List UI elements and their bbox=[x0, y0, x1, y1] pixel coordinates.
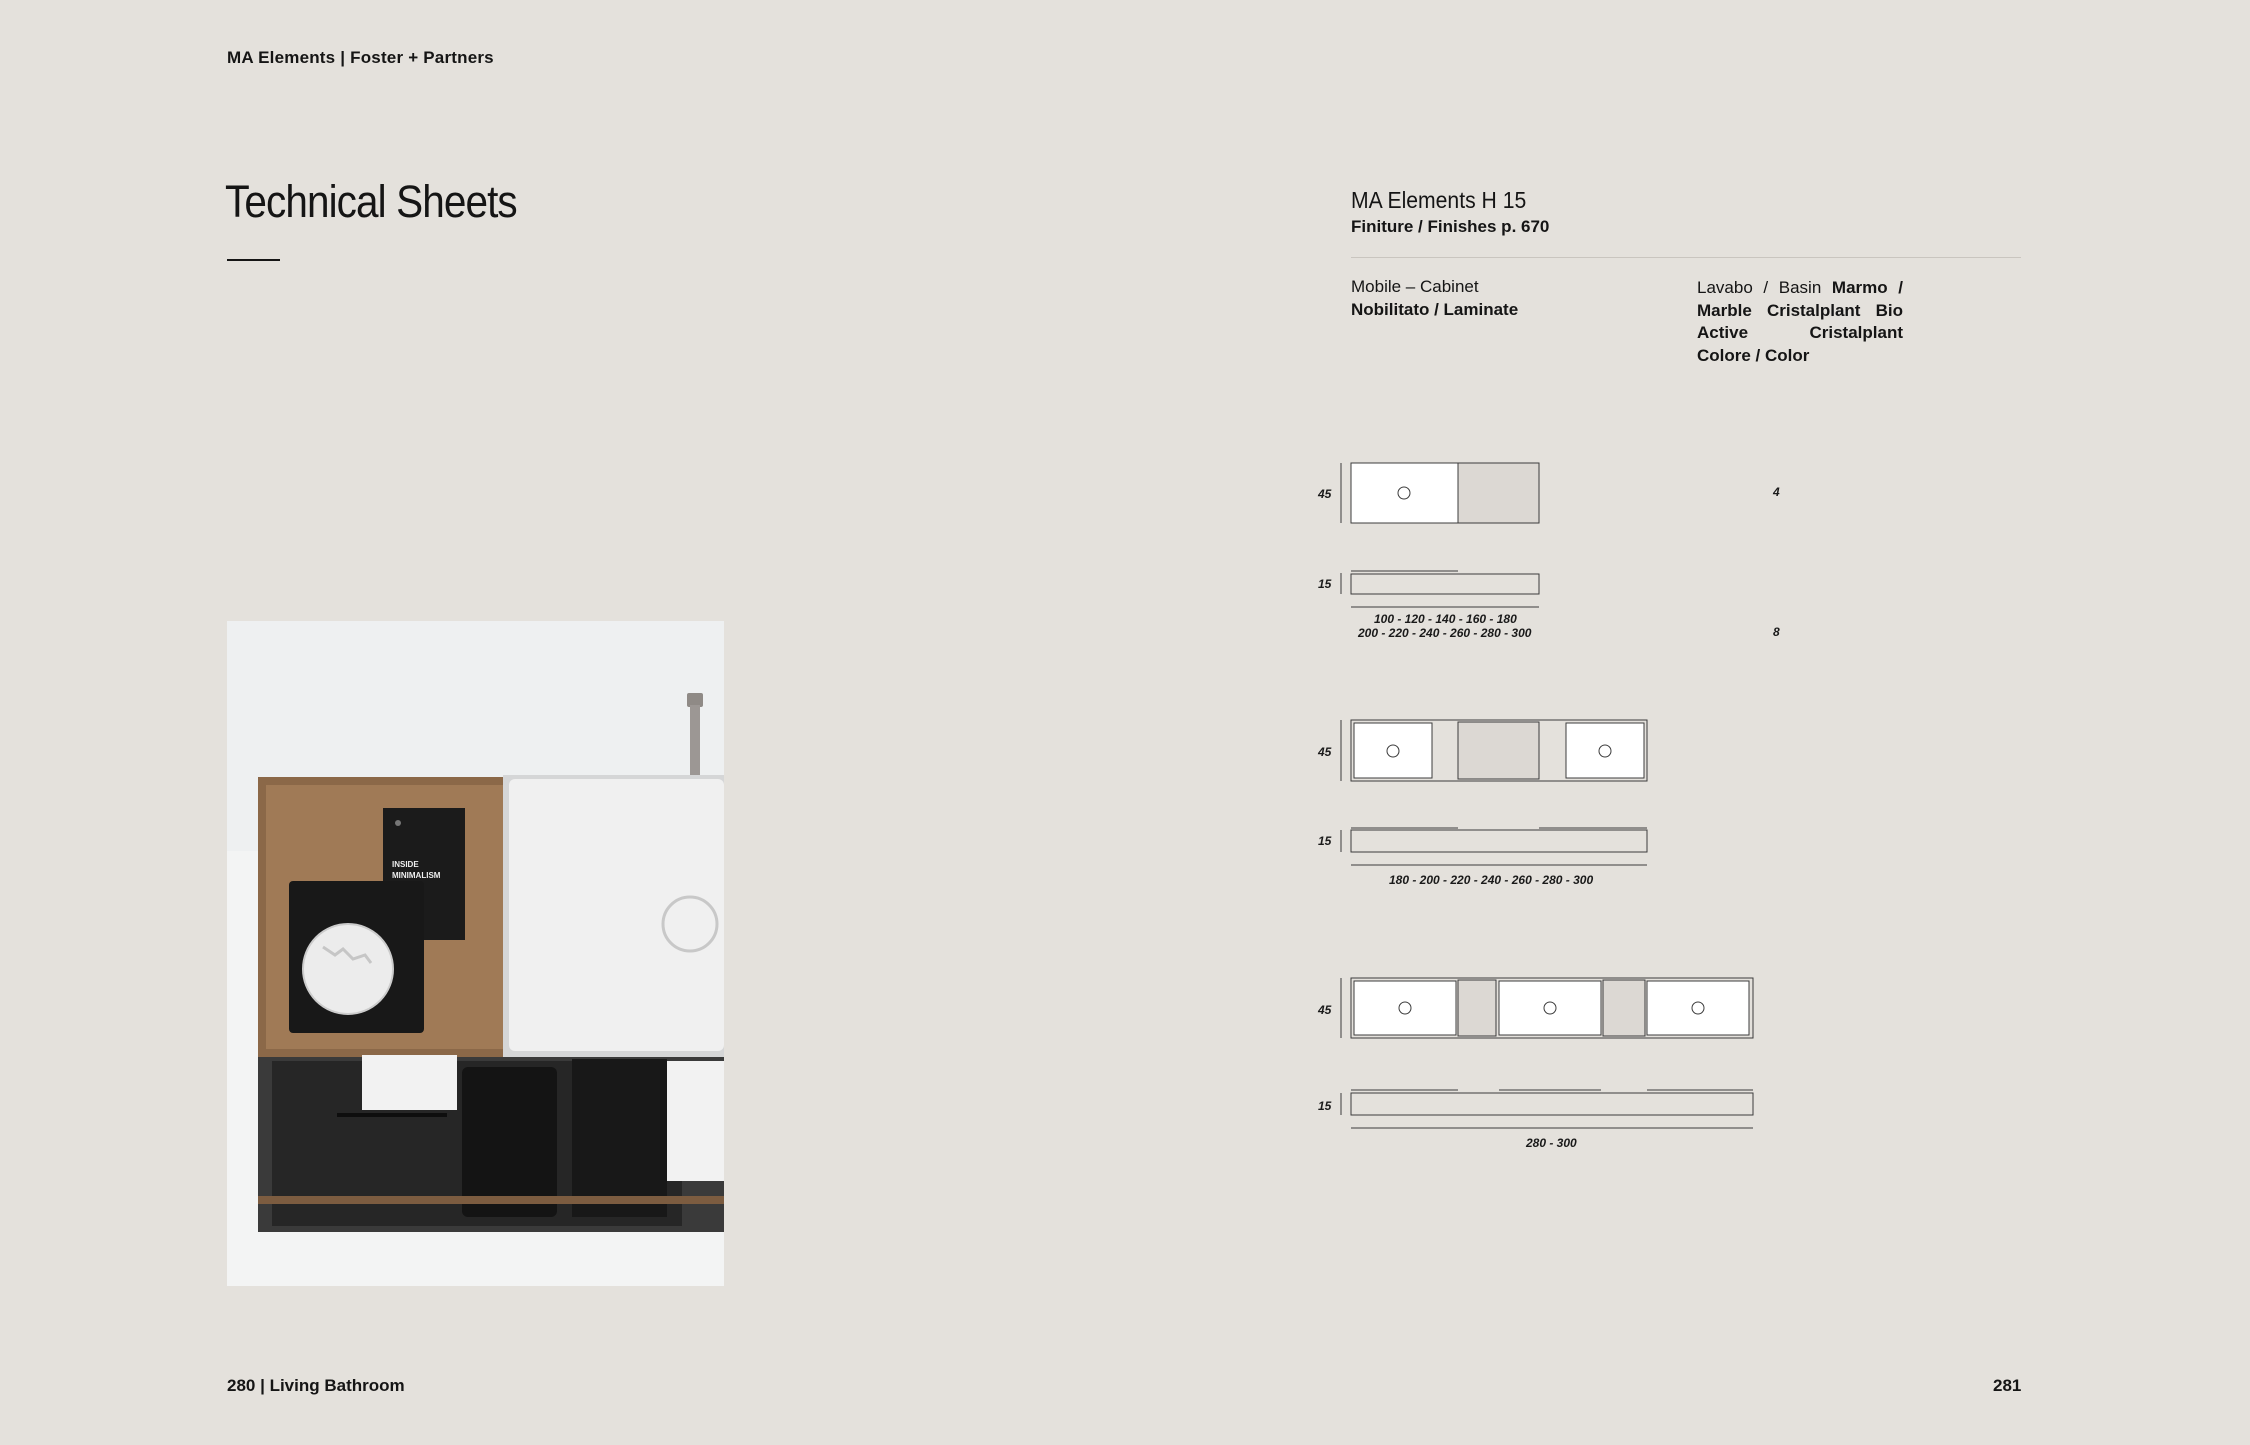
footer-page-number: 281 bbox=[1993, 1376, 2022, 1395]
title-underline bbox=[227, 259, 280, 261]
drawing-triple-side bbox=[1341, 1090, 1753, 1128]
basin-value-marble: Marmo / Marble bbox=[1697, 278, 1904, 320]
header-brand: MA Elements | Foster + Partners bbox=[227, 48, 494, 67]
footer-left: 280 | Living Bathroom bbox=[227, 1376, 405, 1395]
note-single-bottom: 8 bbox=[1773, 625, 1780, 639]
dim-triple-height: 45 bbox=[1318, 1003, 1332, 1017]
dim-double-height: 45 bbox=[1318, 745, 1332, 759]
dim-double-side-height: 15 bbox=[1318, 834, 1332, 848]
cabinet-label: Mobile – Cabinet bbox=[1351, 277, 1479, 296]
dim-single-side-height: 15 bbox=[1318, 577, 1332, 591]
dim-single-widths-1: 100 - 120 - 140 - 160 - 180 bbox=[1374, 612, 1517, 626]
cabinet-value: Nobilitato / Laminate bbox=[1351, 300, 1519, 319]
basin-value-bio: Cristalplant Bio Active bbox=[1697, 300, 1903, 342]
drawing-double-top bbox=[1341, 720, 1647, 781]
product-photo bbox=[227, 621, 724, 1286]
technical-drawings bbox=[1300, 440, 2100, 1165]
basin-label: Lavabo / Basin bbox=[1697, 278, 1822, 297]
dim-triple-widths: 280 - 300 bbox=[1526, 1136, 1577, 1150]
book-title-line1: INSIDE bbox=[392, 860, 419, 869]
finishes-reference: Finiture / Finishes p. 670 bbox=[1351, 217, 1550, 236]
dim-double-widths: 180 - 200 - 220 - 240 - 260 - 280 - 300 bbox=[1389, 873, 1594, 887]
drawing-double-side bbox=[1341, 828, 1647, 865]
note-single-top: 4 bbox=[1773, 485, 1780, 499]
drawing-single-side bbox=[1341, 571, 1539, 607]
page-title: Technical Sheets bbox=[225, 176, 517, 227]
drawing-triple-top bbox=[1341, 978, 1753, 1038]
basin-value-color: Cristalplant Colore / Color bbox=[1697, 323, 1903, 365]
drawing-single-top bbox=[1341, 463, 1539, 523]
book-title-line2: MINIMALISM bbox=[392, 871, 441, 880]
dim-triple-side-height: 15 bbox=[1318, 1099, 1332, 1113]
dim-single-widths-2: 200 - 220 - 240 - 260 - 280 - 300 bbox=[1358, 626, 1532, 640]
dim-single-height: 45 bbox=[1318, 487, 1332, 501]
spec-divider bbox=[1351, 257, 2021, 258]
product-title: MA Elements H 15 bbox=[1351, 187, 1527, 213]
basin-spec bbox=[1697, 277, 1903, 367]
